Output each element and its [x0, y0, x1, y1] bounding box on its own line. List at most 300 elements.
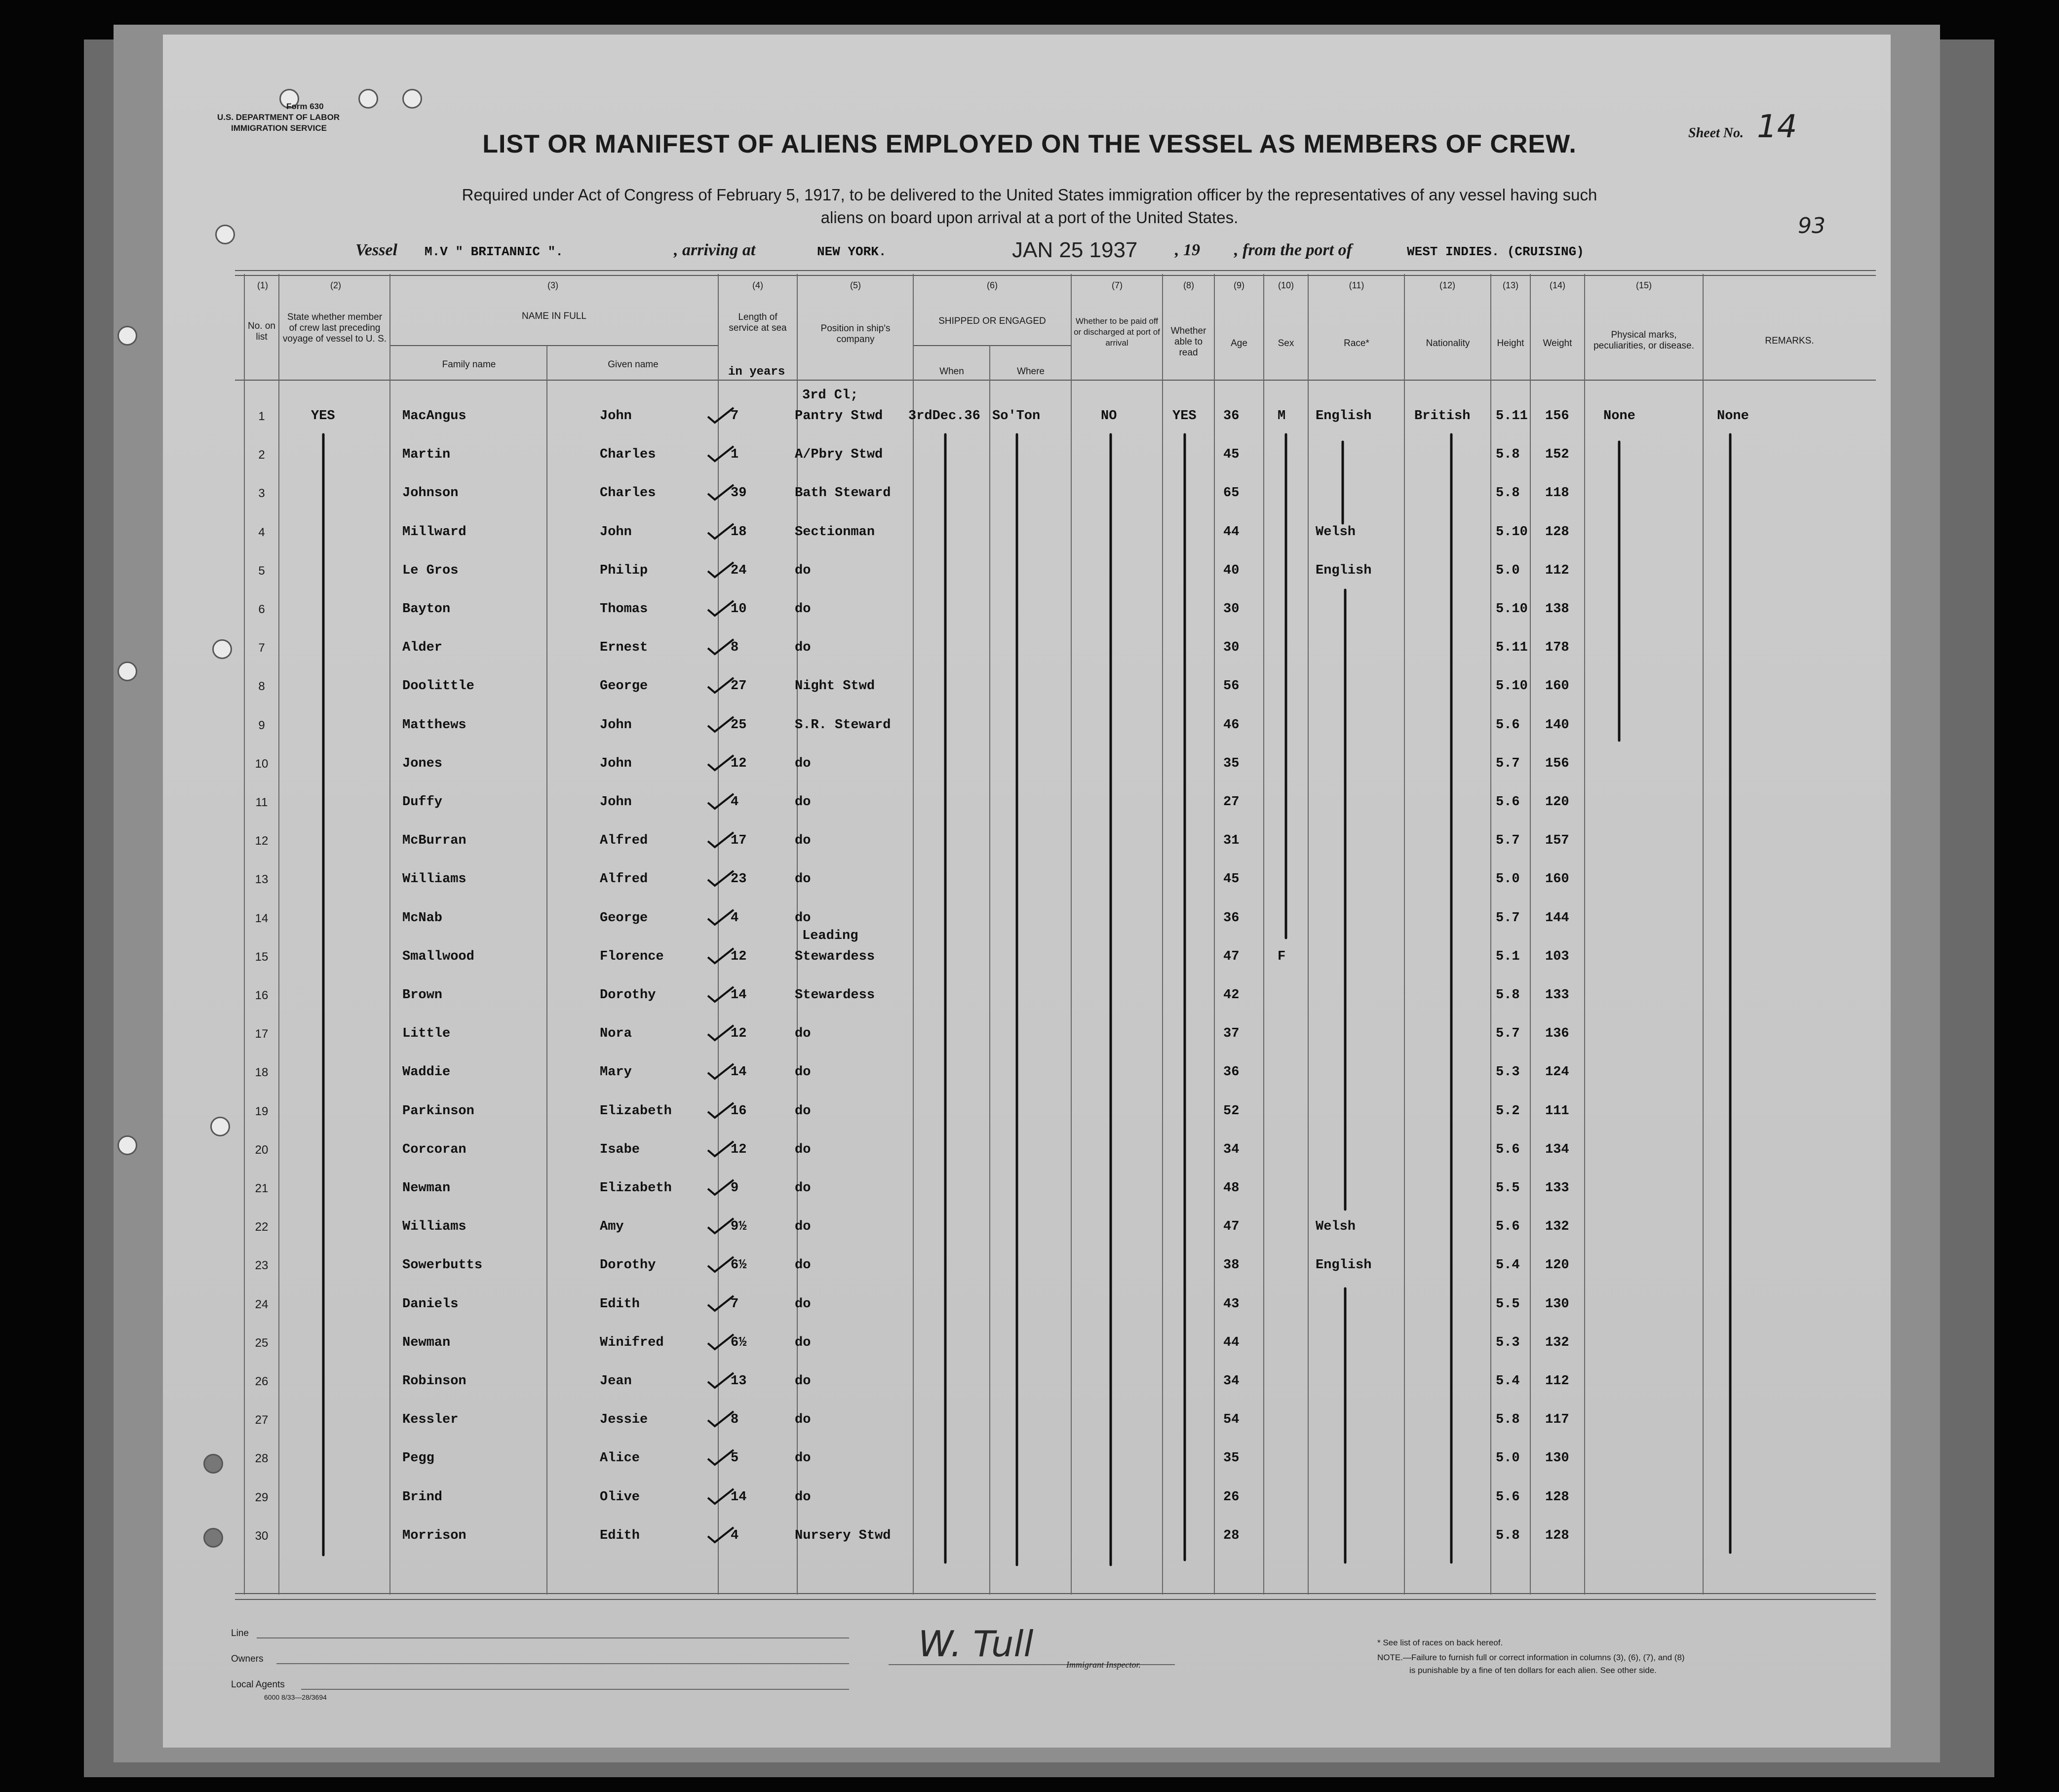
cell-age: 27 [1223, 795, 1240, 810]
cell-given: Jessie [600, 1412, 648, 1428]
header-in-years: in years [728, 365, 785, 379]
sheet-label: Sheet No. [1688, 125, 1744, 141]
cell-age: 65 [1223, 486, 1240, 501]
cell-given: Edith [600, 1296, 640, 1312]
cell-age: 43 [1223, 1296, 1240, 1312]
cell-given: Winifred [600, 1335, 664, 1350]
row-number: 2 [258, 448, 265, 462]
cell-family: Alder [402, 640, 443, 656]
column-number: (7) [1112, 280, 1123, 290]
cell-age: 35 [1223, 1451, 1240, 1466]
cell-age: 40 [1223, 563, 1240, 578]
cell-weight: 120 [1545, 1258, 1569, 1273]
cell-weight: 138 [1545, 602, 1569, 617]
cell-family: Pegg [402, 1451, 434, 1466]
cell-weight: 160 [1545, 679, 1569, 694]
cell-service: 9½ [731, 1219, 747, 1235]
row-number: 29 [255, 1490, 269, 1504]
column-number: (2) [330, 280, 341, 290]
cell-age: 36 [1223, 910, 1240, 926]
cell-service: 13 [731, 1374, 747, 1389]
cell-height: 5.8 [1496, 447, 1520, 463]
cell-given: Olive [600, 1489, 640, 1505]
cell-given: Dorothy [600, 988, 656, 1003]
cell-height: 5.7 [1496, 833, 1520, 849]
cell-height: 5.7 [1496, 1026, 1520, 1042]
cell-family: Corcoran [402, 1142, 466, 1157]
cell-age: 34 [1223, 1142, 1240, 1157]
column-number: (4) [752, 280, 763, 290]
header-no-on-list: No. on list [248, 321, 275, 342]
cell-weight: 120 [1545, 795, 1569, 810]
row-number: 28 [255, 1452, 269, 1466]
header-physical-marks: Physical marks, peculiarities, or disease. [1593, 330, 1694, 351]
cell-position: do [795, 795, 811, 810]
cell-family: Little [402, 1026, 451, 1042]
cell-family: MacAngus [402, 409, 466, 424]
cell-weight: 132 [1545, 1335, 1569, 1350]
cell-service: 27 [731, 679, 747, 694]
year-label: , 19 [1175, 241, 1200, 259]
failure-note-continued: is punishable by a fine of ten dollars for each alien. See other side. [1409, 1666, 1657, 1675]
cell-position: do [795, 1451, 811, 1466]
cell-race: English [1316, 1258, 1372, 1273]
cell-age: 45 [1223, 872, 1240, 887]
cell-position: do [795, 1489, 811, 1505]
cell-position: Stewardess [795, 949, 875, 964]
cell-position: do [795, 1103, 811, 1119]
column-number: (8) [1183, 280, 1194, 290]
column-number: (14) [1549, 280, 1565, 290]
arriving-label: , arriving at [674, 241, 756, 259]
cell-family: Williams [402, 1219, 466, 1235]
cell-weight: 160 [1545, 872, 1569, 887]
cell-family: Newman [402, 1181, 451, 1196]
row-number: 8 [258, 680, 265, 694]
row-number: 24 [255, 1297, 269, 1311]
cell-service: 8 [731, 640, 739, 656]
cell-given: John [600, 717, 632, 733]
requirement-line: aliens on board upon arrival at a port of the United States. [820, 208, 1239, 227]
cell-height: 5.2 [1496, 1103, 1520, 1119]
cell-weight: 128 [1545, 1489, 1569, 1505]
sheet-number: 14 [1757, 109, 1797, 145]
cell-family: Matthews [402, 717, 466, 733]
cell-weight: 132 [1545, 1219, 1569, 1235]
cell-height: 5.6 [1496, 1219, 1520, 1235]
cell-age: 36 [1223, 1065, 1240, 1080]
cell-where: So'Ton [992, 409, 1041, 424]
cell-service: 4 [731, 1528, 739, 1543]
row-number: 18 [255, 1066, 269, 1080]
cell-given: Nora [600, 1026, 632, 1042]
cell-service: 14 [731, 988, 747, 1003]
cell-service: 12 [731, 949, 747, 964]
cell-weight: 178 [1545, 640, 1569, 656]
cell-service: 12 [731, 1026, 747, 1042]
cell-age: 42 [1223, 988, 1240, 1003]
cell-age: 47 [1223, 949, 1240, 964]
cell-height: 5.1 [1496, 949, 1520, 964]
row-number: 14 [255, 911, 269, 925]
row-number: 23 [255, 1259, 269, 1273]
cell-height: 5.3 [1496, 1335, 1520, 1350]
cell-weight: 117 [1545, 1412, 1569, 1428]
header-race: Race* [1344, 338, 1369, 349]
cell-position: Nursery Stwd [795, 1528, 891, 1543]
cell-weight: 111 [1545, 1103, 1569, 1119]
row-number: 9 [258, 718, 265, 732]
column-number: (10) [1278, 280, 1294, 290]
cell-age: 35 [1223, 756, 1240, 771]
cell-position: do [795, 833, 811, 849]
cell-height: 5.5 [1496, 1181, 1520, 1196]
cell-age: 56 [1223, 679, 1240, 694]
cell-age: 36 [1223, 409, 1240, 424]
row-number: 4 [258, 525, 265, 539]
cell-position: do [795, 1181, 811, 1196]
cell-height: 5.7 [1496, 910, 1520, 926]
row-number: 10 [255, 757, 269, 771]
cell-given: Mary [600, 1065, 632, 1080]
row-number: 19 [255, 1104, 269, 1118]
cell-when: 3rdDec.36 [908, 409, 980, 424]
races-note: * See list of races on back hereof. [1377, 1638, 1503, 1647]
cell-position: do [795, 1335, 811, 1350]
cell-weight: 112 [1545, 563, 1569, 578]
cell-given: Edith [600, 1528, 640, 1543]
cell-given: Alfred [600, 833, 648, 849]
service-label: IMMIGRATION SERVICE [231, 123, 327, 133]
cell-given: Thomas [600, 602, 648, 617]
cell-height: 5.6 [1496, 1489, 1520, 1505]
cell-position: do [795, 1219, 811, 1235]
column-number: (1) [257, 280, 268, 290]
header-weight: Weight [1543, 338, 1572, 349]
date-stamp: JAN 25 1937 [1012, 238, 1138, 262]
cell-family: Le Gros [402, 563, 459, 578]
row-number: 17 [255, 1027, 269, 1041]
failure-note: NOTE.—Failure to furnish full or correct information in columns (3), (6), (7), and (8) [1377, 1653, 1685, 1662]
cell-age: 34 [1223, 1374, 1240, 1389]
cell-prev: YES [311, 409, 335, 424]
cell-sex: F [1278, 949, 1286, 964]
cell-weight: 152 [1545, 447, 1569, 463]
cell-paid: NO [1101, 409, 1117, 424]
row-number: 22 [255, 1220, 269, 1234]
cell-service: 12 [731, 1142, 747, 1157]
cell-read: YES [1172, 409, 1197, 424]
header-family-name: Family name [442, 359, 496, 370]
cell-age: 44 [1223, 1335, 1240, 1350]
cell-nat: British [1414, 409, 1471, 424]
cell-position: do [795, 1026, 811, 1042]
local-agents-label: Local Agents [231, 1679, 285, 1690]
cell-height: 5.0 [1496, 872, 1520, 887]
row-number: 5 [258, 564, 265, 578]
cell-given: George [600, 679, 648, 694]
cell-service: 17 [731, 833, 747, 849]
cell-service: 18 [731, 524, 747, 540]
header-able-to-read: Whether able to read [1170, 326, 1206, 358]
cell-family: Johnson [402, 486, 459, 501]
row-number: 25 [255, 1336, 269, 1350]
cell-weight: 133 [1545, 1181, 1569, 1196]
header-length-of-service: Length of service at sea [729, 312, 787, 333]
header-remarks: REMARKS. [1765, 336, 1814, 346]
cell-age: 26 [1223, 1489, 1240, 1505]
cell-weight: 124 [1545, 1065, 1569, 1080]
cell-position: do [795, 640, 811, 656]
header-when: When [939, 366, 964, 377]
cell-given: Ernest [600, 640, 648, 656]
row-number: 11 [255, 796, 268, 809]
row-number: 6 [258, 603, 265, 616]
cell-weight: 134 [1545, 1142, 1569, 1157]
cell-weight: 112 [1545, 1374, 1569, 1389]
header-given-name: Given name [608, 359, 659, 370]
cell-height: 5.11 [1496, 409, 1528, 424]
cell-position: do [795, 910, 811, 926]
cell-service: 16 [731, 1103, 747, 1119]
cell-height: 5.11 [1496, 640, 1528, 656]
cell-given: Philip [600, 563, 648, 578]
cell-age: 37 [1223, 1026, 1240, 1042]
cell-given: Amy [600, 1219, 624, 1235]
cell-service: 14 [731, 1065, 747, 1080]
cell-position: do [795, 602, 811, 617]
cell-height: 5.6 [1496, 795, 1520, 810]
position-prefix: 3rd Cl; [802, 388, 858, 403]
print-code: 6000 8/33—28/3694 [264, 1693, 327, 1701]
cell-position: Pantry Stwd [795, 409, 883, 424]
cell-height: 5.5 [1496, 1296, 1520, 1312]
row-number: 12 [255, 834, 269, 848]
from-port: WEST INDIES. (CRUISING) [1407, 244, 1584, 259]
cell-age: 48 [1223, 1181, 1240, 1196]
cell-given: Dorothy [600, 1258, 656, 1273]
cell-height: 5.0 [1496, 1451, 1520, 1466]
cell-position: Bath Steward [795, 486, 891, 501]
cell-given: John [600, 409, 632, 424]
cell-given: Florence [600, 949, 664, 964]
cell-given: Jean [600, 1374, 632, 1389]
cell-service: 9 [731, 1181, 739, 1196]
cell-weight: 128 [1545, 524, 1569, 540]
cell-age: 44 [1223, 524, 1240, 540]
cell-given: Isabe [600, 1142, 640, 1157]
cell-service: 4 [731, 910, 739, 926]
row-number: 1 [258, 410, 265, 423]
column-number: (5) [850, 280, 861, 290]
row-number: 16 [255, 989, 269, 1002]
cell-height: 5.6 [1496, 1142, 1520, 1157]
cell-height: 5.8 [1496, 988, 1520, 1003]
inspector-label: Immigrant Inspector. [1066, 1660, 1141, 1670]
header-where: Where [1017, 366, 1045, 377]
vessel-name: M.V " BRITANNIC ". [425, 244, 563, 259]
cell-given: Charles [600, 486, 656, 501]
cell-family: Bayton [402, 602, 451, 617]
cell-race: Welsh [1316, 1219, 1356, 1235]
cell-service: 6½ [731, 1335, 747, 1350]
cell-service: 5 [731, 1451, 739, 1466]
row-number: 15 [255, 950, 269, 964]
header-shipped-or-engaged: SHIPPED OR ENGAGED [938, 316, 1046, 326]
cell-service: 25 [731, 717, 747, 733]
cell-service: 7 [731, 1296, 739, 1312]
cell-position: do [795, 1412, 811, 1428]
cell-position: do [795, 1258, 811, 1273]
cell-service: 14 [731, 1489, 747, 1505]
cell-weight: 128 [1545, 1528, 1569, 1543]
header-sex: Sex [1278, 338, 1294, 349]
row-number: 20 [255, 1143, 269, 1157]
cell-height: 5.7 [1496, 756, 1520, 771]
cell-service: 8 [731, 1412, 739, 1428]
cell-given: Alice [600, 1451, 640, 1466]
cell-weight: 130 [1545, 1451, 1569, 1466]
cell-family: Martin [402, 447, 451, 463]
from-label: , from the port of [1234, 241, 1352, 259]
cell-height: 5.0 [1496, 563, 1520, 578]
cell-height: 5.10 [1496, 602, 1528, 617]
header-position: Position in ship's company [820, 323, 891, 345]
cell-position: Sectionman [795, 524, 875, 540]
owners-label: Owners [231, 1654, 264, 1664]
cell-family: Doolittle [402, 679, 474, 694]
cell-height: 5.10 [1496, 679, 1528, 694]
row-number: 27 [255, 1413, 269, 1427]
cell-weight: 133 [1545, 988, 1569, 1003]
cell-position: do [795, 756, 811, 771]
cell-height: 5.3 [1496, 1065, 1520, 1080]
column-number: (13) [1502, 280, 1518, 290]
cell-position: do [795, 1142, 811, 1157]
cell-service: 10 [731, 602, 747, 617]
cell-age: 46 [1223, 717, 1240, 733]
cell-race: English [1316, 409, 1372, 424]
cell-family: McNab [402, 910, 443, 926]
header-paid-off: Whether to be paid off or discharged at port of arrival [1074, 316, 1160, 348]
cell-weight: 103 [1545, 949, 1569, 964]
cell-position: do [795, 872, 811, 887]
cell-height: 5.8 [1496, 486, 1520, 501]
column-number: (6) [987, 280, 998, 290]
cell-weight: 140 [1545, 717, 1569, 733]
cell-service: 24 [731, 563, 747, 578]
vessel-label: Vessel [355, 241, 397, 259]
row-number: 3 [258, 487, 265, 501]
cell-family: Sowerbutts [402, 1258, 483, 1273]
cell-height: 5.8 [1496, 1528, 1520, 1543]
cell-family: Millward [402, 524, 466, 540]
row-number: 30 [255, 1529, 269, 1543]
cell-age: 54 [1223, 1412, 1240, 1428]
cell-age: 38 [1223, 1258, 1240, 1273]
cell-service: 4 [731, 795, 739, 810]
cell-family: Jones [402, 756, 443, 771]
cell-age: 30 [1223, 640, 1240, 656]
corner-number: 93 [1798, 213, 1826, 238]
requirement-line: Required under Act of Congress of February 5, 1917, to be delivered to the United States immigration officer by the representatives of any vessel having such [462, 186, 1597, 204]
cell-family: Waddie [402, 1065, 451, 1080]
row-number: 21 [255, 1182, 269, 1195]
cell-position: S.R. Steward [795, 717, 891, 733]
row-number: 26 [255, 1375, 269, 1388]
cell-service: 39 [731, 486, 747, 501]
cell-position: Night Stwd [795, 679, 875, 694]
column-number: (15) [1635, 280, 1652, 290]
column-number: (11) [1349, 280, 1364, 290]
cell-service: 7 [731, 409, 739, 424]
row-number: 13 [255, 873, 269, 887]
cell-given: Elizabeth [600, 1103, 672, 1119]
cell-family: McBurran [402, 833, 466, 849]
cell-service: 6½ [731, 1258, 747, 1273]
cell-position: A/Pbry Stwd [795, 447, 883, 463]
cell-given: John [600, 756, 632, 771]
cell-family: Kessler [402, 1412, 459, 1428]
cell-race: Welsh [1316, 524, 1356, 540]
cell-family: Parkinson [402, 1103, 474, 1119]
header-nationality: Nationality [1426, 338, 1470, 349]
cell-age: 31 [1223, 833, 1240, 849]
cell-weight: 136 [1545, 1026, 1569, 1042]
cell-weight: 144 [1545, 910, 1569, 926]
header-name-in-full: NAME IN FULL [522, 311, 586, 321]
cell-position: do [795, 1065, 811, 1080]
cell-position: do [795, 563, 811, 578]
cell-age: 52 [1223, 1103, 1240, 1119]
form-label: Form 630 [286, 102, 324, 111]
arriving-port: NEW YORK. [817, 244, 887, 259]
cell-given: Alfred [600, 872, 648, 887]
header-previous-voyage: State whether member of crew last preceding voyage of vessel to U. S. [282, 312, 387, 344]
cell-age: 45 [1223, 447, 1240, 463]
cell-family: Brown [402, 988, 443, 1003]
line-label: Line [231, 1628, 249, 1638]
cell-height: 5.10 [1496, 524, 1528, 540]
cell-given: John [600, 795, 632, 810]
cell-weight: 156 [1545, 409, 1569, 424]
header-height: Height [1497, 338, 1524, 349]
column-number: (9) [1234, 280, 1244, 290]
cell-weight: 130 [1545, 1296, 1569, 1312]
cell-family: Daniels [402, 1296, 459, 1312]
cell-given: Elizabeth [600, 1181, 672, 1196]
cell-remarks: None [1717, 409, 1749, 424]
cell-height: 5.4 [1496, 1374, 1520, 1389]
column-number: (12) [1439, 280, 1455, 290]
cell-race: English [1316, 563, 1372, 578]
cell-position: do [795, 1374, 811, 1389]
cell-position: Stewardess [795, 988, 875, 1003]
cell-height: 5.6 [1496, 717, 1520, 733]
cell-sex: M [1278, 409, 1286, 424]
cell-service: 12 [731, 756, 747, 771]
cell-given: George [600, 910, 648, 926]
department-label: U.S. DEPARTMENT OF LABOR [217, 113, 340, 122]
cell-age: 47 [1223, 1219, 1240, 1235]
cell-family: Newman [402, 1335, 451, 1350]
column-number: (3) [547, 280, 558, 290]
cell-marks: None [1603, 409, 1635, 424]
cell-service: 1 [731, 447, 739, 463]
cell-weight: 157 [1545, 833, 1569, 849]
position-prefix: Leading [802, 928, 858, 943]
header-age: Age [1231, 338, 1247, 349]
